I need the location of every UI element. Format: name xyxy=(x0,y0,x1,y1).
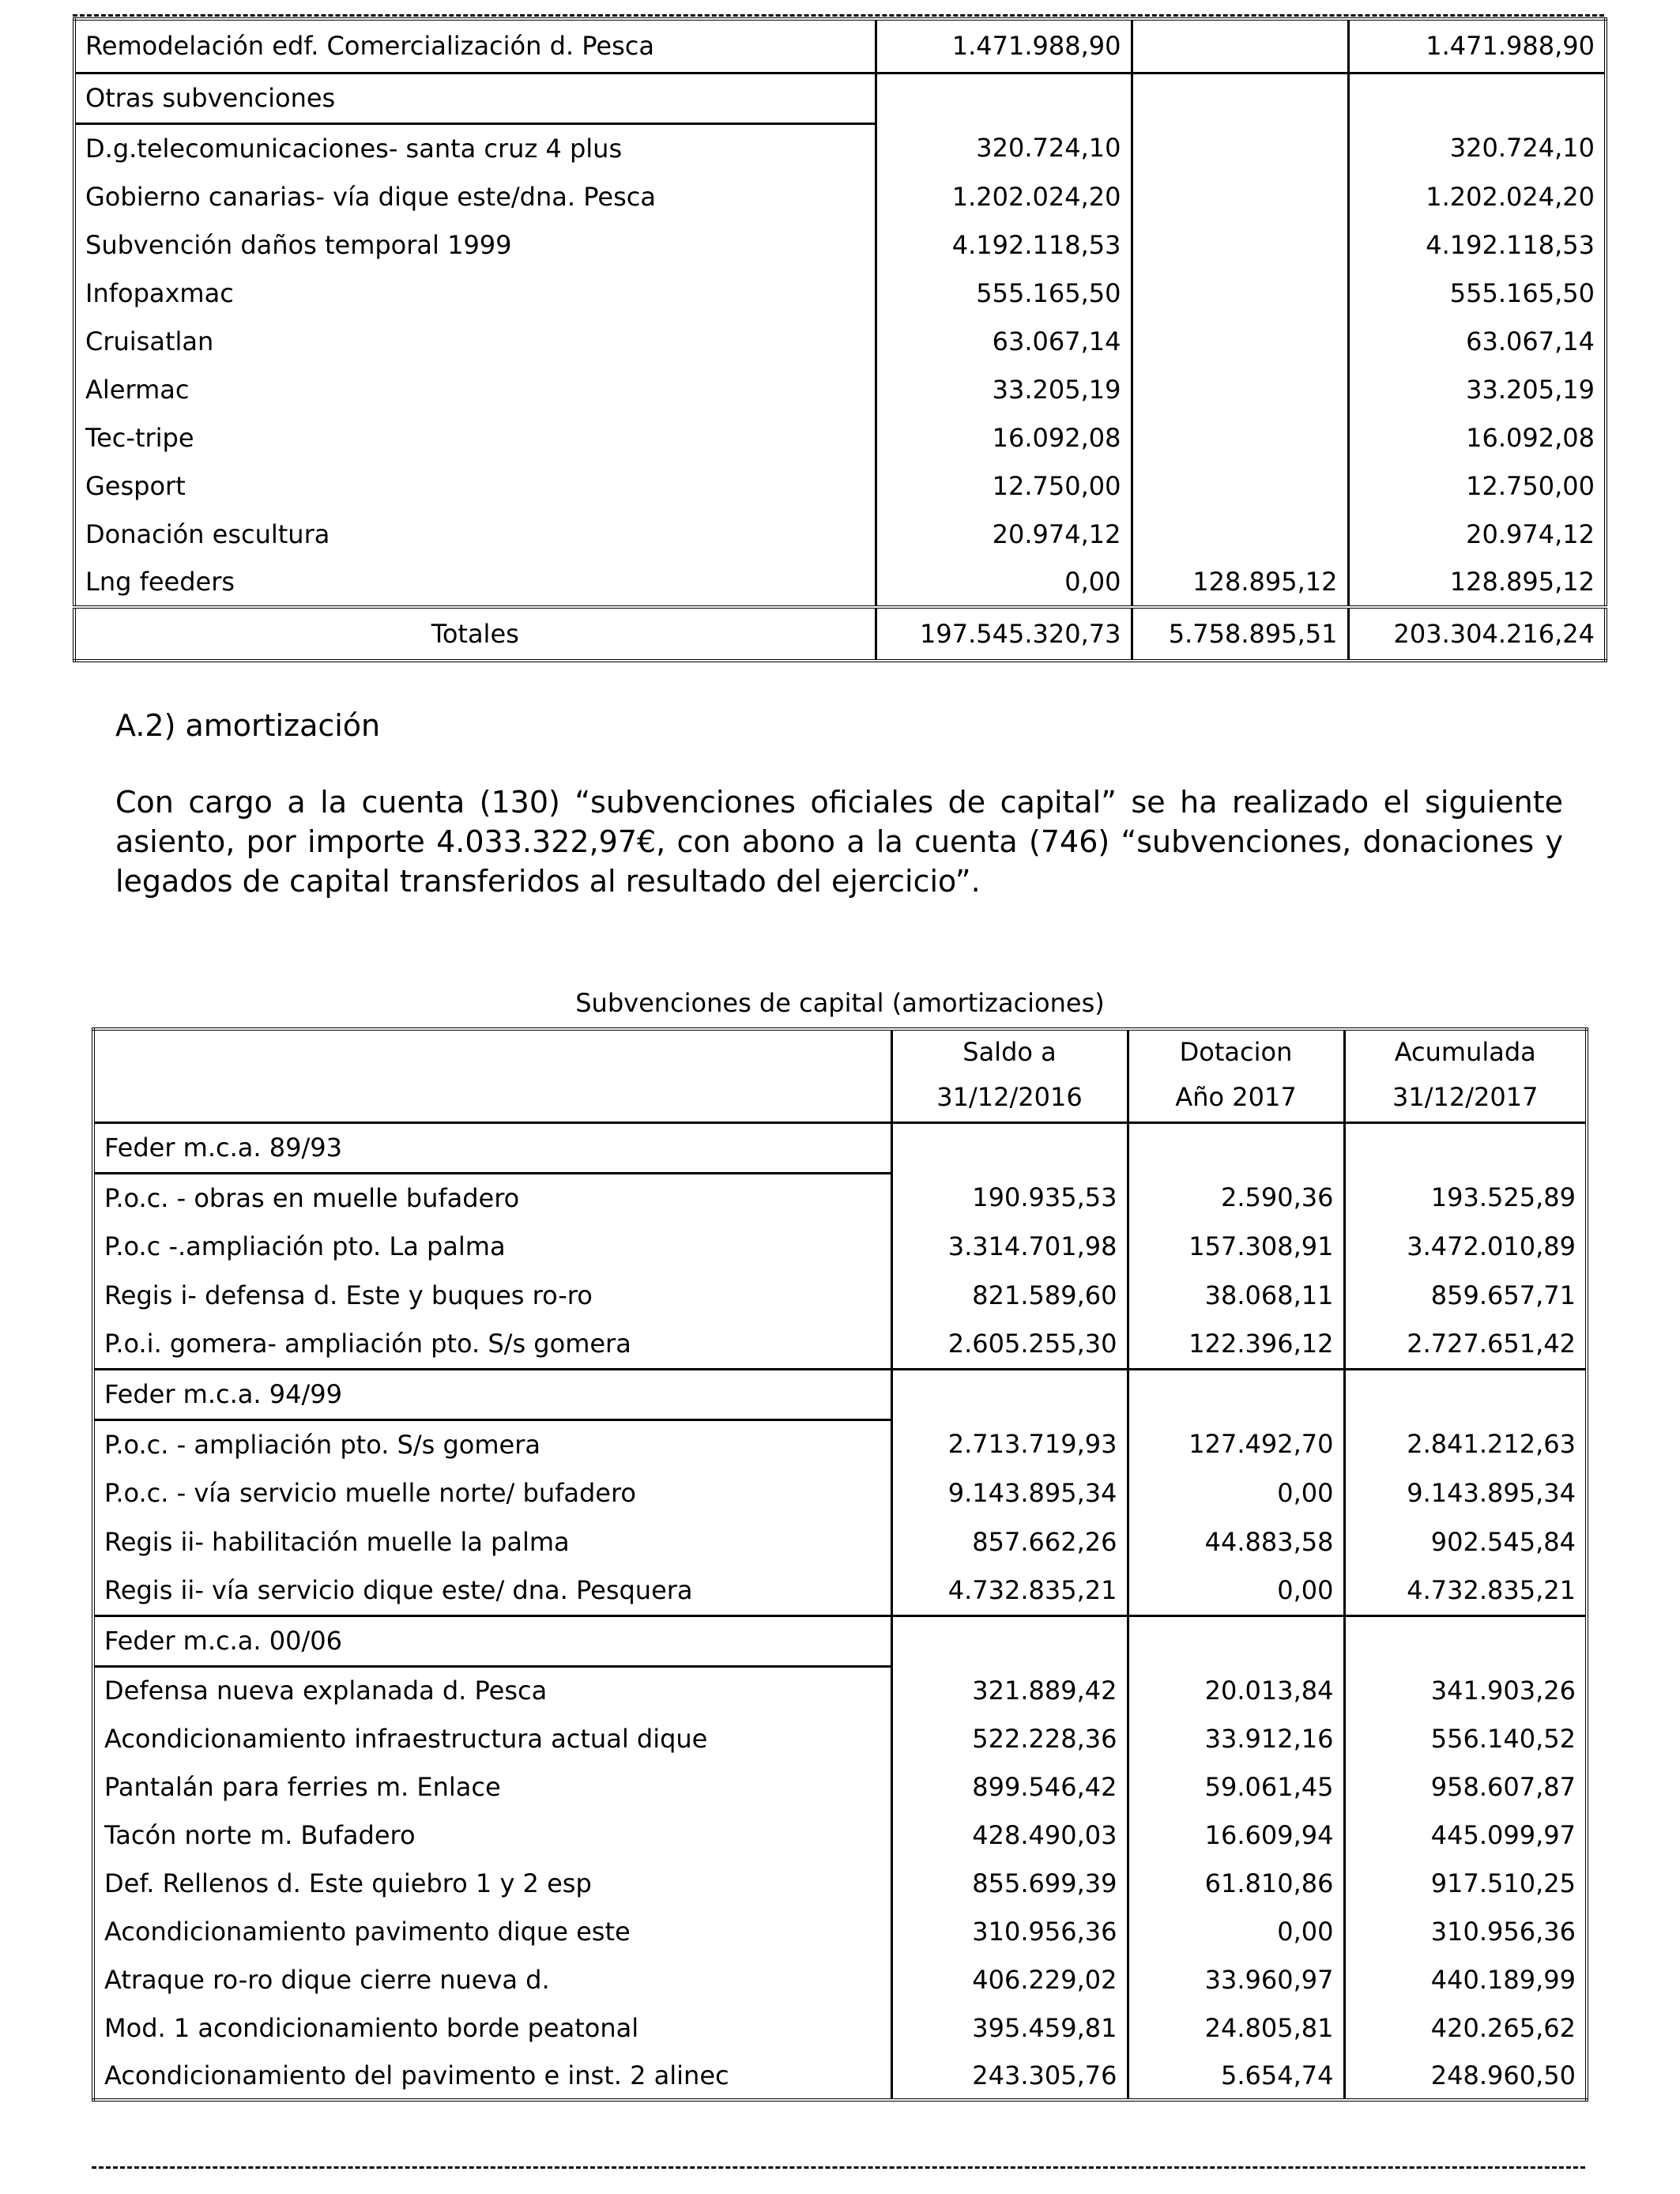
value-cell: 63.067,14 xyxy=(1466,326,1595,356)
value-cell: 33.205,19 xyxy=(1466,374,1595,405)
header-row xyxy=(93,1029,1587,1073)
row-label: Acondicionamiento pavimento dique este xyxy=(93,1907,891,1955)
header-blank xyxy=(93,1029,891,1073)
value-cell xyxy=(1132,413,1348,462)
group-title-row xyxy=(74,73,1606,123)
bottom-cut-line xyxy=(92,2166,1585,2169)
header-acumulada: Acumulada xyxy=(1394,1037,1536,1067)
value-cell: 310.956,36 xyxy=(891,1907,1128,1955)
row-label: P.o.i. gomera- ampliación pto. S/s gomera xyxy=(93,1320,891,1369)
value-cell: 20.974,12 xyxy=(1466,518,1595,549)
row-label: Tec-tripe xyxy=(74,413,876,462)
value-cell: 9.143.895,34 xyxy=(1407,1478,1576,1508)
value-cell: 2.727.651,42 xyxy=(1407,1329,1576,1359)
value-cell: 4.192.118,53 xyxy=(1426,229,1595,260)
value-cell: 61.810,86 xyxy=(1128,1859,1344,1907)
value-cell: 958.607,87 xyxy=(1430,1771,1576,1802)
table-row xyxy=(74,365,1606,413)
value-cell: 16.092,08 xyxy=(1466,422,1595,453)
header-saldo-date: 31/12/2016 xyxy=(891,1073,1128,1122)
group-title: Feder m.c.a. 00/06 xyxy=(93,1615,891,1666)
table-row xyxy=(93,1173,1587,1222)
table-row xyxy=(74,558,1606,607)
table-row xyxy=(93,1907,1587,1955)
value-cell: 0,00 xyxy=(1128,1468,1344,1517)
row-label: Cruisatlan xyxy=(74,317,876,365)
row-label: D.g.telecomunicaciones- santa cruz 4 plus xyxy=(74,123,876,172)
value-cell: 406.229,02 xyxy=(891,1955,1128,2004)
table-row xyxy=(74,221,1606,269)
value-cell: 33.912,16 xyxy=(1128,1714,1344,1762)
table-row xyxy=(93,1666,1587,1714)
value-cell: 5.654,74 xyxy=(1128,2052,1344,2100)
table-row xyxy=(93,1811,1587,1859)
value-cell: 1.471.988,90 xyxy=(876,19,1132,73)
value-cell xyxy=(1132,462,1348,510)
value-cell: 157.308,91 xyxy=(1128,1222,1344,1271)
header-row xyxy=(93,1073,1587,1122)
value-cell: 857.662,26 xyxy=(891,1517,1128,1566)
value-cell: 555.165,50 xyxy=(876,269,1132,317)
value-cell xyxy=(876,73,1132,123)
value-cell: 24.805,81 xyxy=(1128,2004,1344,2052)
table-row xyxy=(93,2052,1587,2100)
value-cell: 902.545,84 xyxy=(1430,1527,1576,1557)
header-saldo: Saldo a xyxy=(891,1029,1128,1073)
value-cell: 243.305,76 xyxy=(891,2052,1128,2100)
value-cell: 33.205,19 xyxy=(876,365,1132,413)
value-cell xyxy=(1132,365,1348,413)
value-cell: 445.099,97 xyxy=(1430,1819,1576,1850)
value-cell: 440.189,99 xyxy=(1430,1964,1576,1995)
value-cell xyxy=(1132,73,1348,123)
value-cell: 38.068,11 xyxy=(1128,1271,1344,1320)
value-cell: 4.732.835,21 xyxy=(1407,1575,1576,1606)
value-cell xyxy=(1132,317,1348,365)
value-cell xyxy=(1132,510,1348,558)
value-cell: 321.889,42 xyxy=(891,1666,1128,1714)
value-cell: 33.960,97 xyxy=(1128,1955,1344,2004)
value-cell: 20.974,12 xyxy=(876,510,1132,558)
value-cell xyxy=(1132,221,1348,269)
table-row xyxy=(93,1222,1587,1271)
value-cell: 320.724,10 xyxy=(876,123,1132,172)
group-title-row xyxy=(93,1369,1587,1419)
value-cell: 555.165,50 xyxy=(1449,277,1595,308)
group-title-row xyxy=(93,1122,1587,1173)
table-row xyxy=(74,462,1606,510)
header-blank xyxy=(93,1073,891,1122)
value-cell: 122.396,12 xyxy=(1128,1320,1344,1369)
totals-label: Totales xyxy=(74,607,876,661)
header-dotacion-year: Año 2017 xyxy=(1128,1073,1344,1122)
value-cell: 16.092,08 xyxy=(876,413,1132,462)
value-cell xyxy=(1132,269,1348,317)
value-cell: 855.699,39 xyxy=(891,1859,1128,1907)
group-title: Feder m.c.a. 89/93 xyxy=(93,1122,891,1173)
value-cell: 20.013,84 xyxy=(1128,1666,1344,1714)
row-label: Acondicionamiento del pavimento e inst. 2 alinec xyxy=(93,2052,891,2100)
value-cell: 4.192.118,53 xyxy=(876,221,1132,269)
value-cell: 420.265,62 xyxy=(1430,2012,1576,2043)
row-label: Donación escultura xyxy=(74,510,876,558)
value-cell xyxy=(1132,19,1348,73)
value-cell: 1.471.988,90 xyxy=(1426,31,1595,62)
total-c: 203.304.216,24 xyxy=(1348,607,1606,661)
table-row xyxy=(93,1714,1587,1762)
value-cell: 4.732.835,21 xyxy=(891,1566,1128,1615)
value-cell: 9.143.895,34 xyxy=(891,1468,1128,1517)
value-cell: 341.903,26 xyxy=(1430,1675,1576,1706)
value-cell: 12.750,00 xyxy=(876,462,1132,510)
header-dotacion: Dotacion xyxy=(1128,1029,1344,1073)
row-label: Subvención daños temporal 1999 xyxy=(74,221,876,269)
row-label: Remodelación edf. Comercialización d. Pesca xyxy=(74,19,876,73)
value-cell xyxy=(1132,123,1348,172)
value-cell: 44.883,58 xyxy=(1128,1517,1344,1566)
row-label: P.o.c. - obras en muelle bufadero xyxy=(93,1173,891,1222)
amortization-table xyxy=(92,1027,1588,2102)
table-row xyxy=(93,1271,1587,1320)
value-cell: 556.140,52 xyxy=(1430,1723,1576,1754)
total-b: 5.758.895,51 xyxy=(1132,607,1348,661)
table-row xyxy=(74,510,1606,558)
value-cell: 190.935,53 xyxy=(891,1173,1128,1222)
value-cell: 2.841.212,63 xyxy=(1407,1429,1576,1459)
row-label: Gobierno canarias- vía dique este/dna. Pesca xyxy=(74,172,876,221)
row-label: Gesport xyxy=(74,462,876,510)
value-cell: 0,00 xyxy=(1128,1566,1344,1615)
value-cell: 12.750,00 xyxy=(1466,470,1595,501)
row-label: P.o.c. - ampliación pto. S/s gomera xyxy=(93,1419,891,1468)
section-heading: A.2) amortización xyxy=(115,708,381,743)
top-cut-line xyxy=(73,14,1604,17)
subsidies-table-continued xyxy=(73,17,1607,662)
table-row xyxy=(74,172,1606,221)
value-cell: 917.510,25 xyxy=(1430,1868,1576,1898)
value-cell: 193.525,89 xyxy=(1430,1182,1576,1212)
table-row xyxy=(74,413,1606,462)
value-cell: 2.605.255,30 xyxy=(891,1320,1128,1369)
section-paragraph xyxy=(115,782,1563,901)
value-cell: 59.061,45 xyxy=(1128,1762,1344,1811)
value-cell: 128.895,12 xyxy=(1132,558,1348,607)
row-label: Mod. 1 acondicionamiento borde peatonal xyxy=(93,2004,891,2052)
table-row xyxy=(74,269,1606,317)
value-cell: 127.492,70 xyxy=(1128,1419,1344,1468)
value-cell: 428.490,03 xyxy=(891,1811,1128,1859)
value-cell: 859.657,71 xyxy=(1430,1280,1576,1310)
table-row xyxy=(93,1762,1587,1811)
table-row xyxy=(93,1517,1587,1566)
row-label: Regis ii- vía servicio dique este/ dna. Pesquera xyxy=(93,1566,891,1615)
value-cell: 0,00 xyxy=(1128,1907,1344,1955)
header-acumulada-date: 31/12/2017 xyxy=(1344,1073,1587,1122)
value-cell: 522.228,36 xyxy=(891,1714,1128,1762)
value-cell: 3.314.701,98 xyxy=(891,1222,1128,1271)
table-caption-text: Subvenciones de capital (amortizaciones) xyxy=(575,988,1105,1018)
value-cell: 310.956,36 xyxy=(1430,1916,1576,1947)
value-cell: 248.960,50 xyxy=(1430,2060,1576,2090)
value-cell xyxy=(1132,172,1348,221)
value-cell: 899.546,42 xyxy=(891,1762,1128,1811)
value-cell xyxy=(1348,73,1606,123)
value-cell: 320.724,10 xyxy=(1449,133,1595,163)
table-caption xyxy=(0,988,1680,1018)
value-cell: 16.609,94 xyxy=(1128,1811,1344,1859)
table-row xyxy=(93,2004,1587,2052)
row-label: Atraque ro-ro dique cierre nueva d. xyxy=(93,1955,891,2004)
row-label: Infopaxmac xyxy=(74,269,876,317)
row-label: Tacón norte m. Bufadero xyxy=(93,1811,891,1859)
total-a: 197.545.320,73 xyxy=(876,607,1132,661)
table-row xyxy=(93,1859,1587,1907)
table-row xyxy=(74,317,1606,365)
row-label: Acondicionamiento infraestructura actual dique xyxy=(93,1714,891,1762)
table-row xyxy=(93,1320,1587,1369)
row-label: Pantalán para ferries m. Enlace xyxy=(93,1762,891,1811)
row-label: Alermac xyxy=(74,365,876,413)
table-row xyxy=(93,1468,1587,1517)
table-row xyxy=(74,123,1606,172)
group-title-row xyxy=(93,1615,1587,1666)
value-cell: 3.472.010,89 xyxy=(1407,1231,1576,1261)
value-cell: 63.067,14 xyxy=(876,317,1132,365)
value-cell: 395.459,81 xyxy=(891,2004,1128,2052)
table-row xyxy=(74,19,1606,73)
table-row xyxy=(93,1419,1587,1468)
row-label: Lng feeders xyxy=(74,558,876,607)
value-cell: 0,00 xyxy=(876,558,1132,607)
row-label: P.o.c. - vía servicio muelle norte/ bufadero xyxy=(93,1468,891,1517)
paragraph-text: Con cargo a la cuenta (130) “subvenciones oficiales de capital” se ha realizado el siguiente asiento, por importe 4.033.322,97€, con abono a la cuenta (746) “subvenciones, donaciones y legados de capital transferidos al resultado del ejercicio”. xyxy=(115,785,1563,899)
totals-row xyxy=(74,607,1606,661)
value-cell: 821.589,60 xyxy=(891,1271,1128,1320)
row-label: P.o.c -.ampliación pto. La palma xyxy=(93,1222,891,1271)
row-label: Def. Rellenos d. Este quiebro 1 y 2 esp xyxy=(93,1859,891,1907)
value-cell: 2.590,36 xyxy=(1128,1173,1344,1222)
value-cell: 128.895,12 xyxy=(1449,567,1595,597)
value-cell: 1.202.024,20 xyxy=(876,172,1132,221)
row-label: Regis i- defensa d. Este y buques ro-ro xyxy=(93,1271,891,1320)
group-title: Feder m.c.a. 94/99 xyxy=(93,1369,891,1419)
row-label: Regis ii- habilitación muelle la palma xyxy=(93,1517,891,1566)
group-title: Otras subvenciones xyxy=(74,73,876,123)
value-cell: 1.202.024,20 xyxy=(1426,181,1595,212)
table-row xyxy=(93,1955,1587,2004)
value-cell: 2.713.719,93 xyxy=(891,1419,1128,1468)
row-label: Defensa nueva explanada d. Pesca xyxy=(93,1666,891,1714)
table-row xyxy=(93,1566,1587,1615)
